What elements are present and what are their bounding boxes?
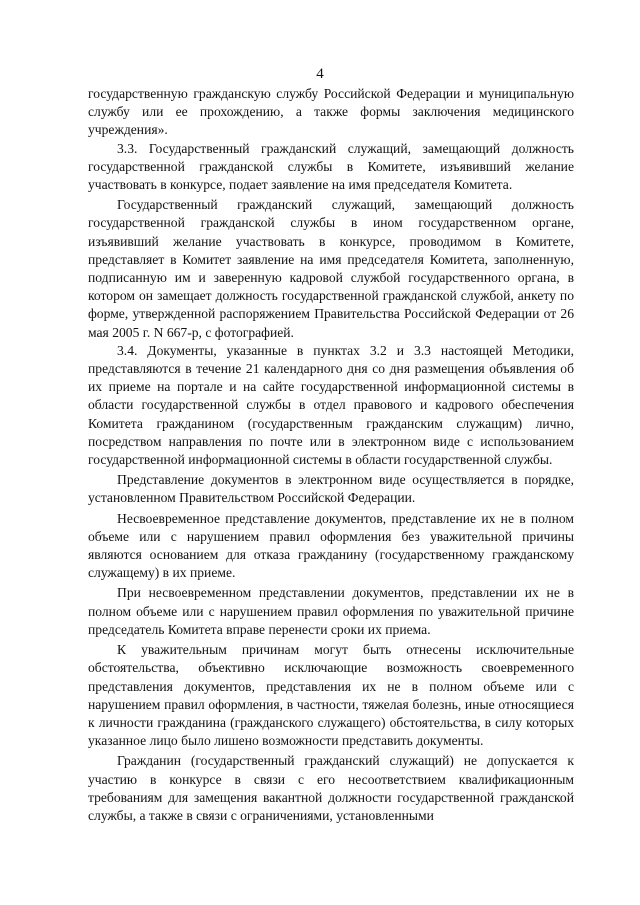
paragraph-electronic-submission: Представление документов в электронном виде осуществляется в порядке, установленном Правительством Российской Федерации. <box>88 472 574 506</box>
page-number: 4 <box>316 66 324 82</box>
paragraph-non-admission: Гражданин (государственный гражданский служащий) не допускается к участию в конкурсе в связи с его несоответствием квалификационным требованиям для замещения вакантной должности государственной гражданской службы, а также в связи с ограничениями, установленными <box>88 753 574 823</box>
paragraph-untimely-submission: Несвоевременное представление документов, представление их не в полном объеме или с нарушением правил оформления без уважительной причины являются основанием для отказа гражданину (государственному гражданскому служащему) в их приеме. <box>88 510 574 581</box>
paragraph-3-3: 3.3. Государственный гражданский служащий, замещающий должность государственной гражданской службы в Комитете, изъявивший желание участвовать в конкурсе, подает заявление на имя председателя Комитета. <box>88 140 574 193</box>
document-body <box>88 85 574 825</box>
paragraph-continuation: государственную гражданскую службу Российской Федерации и муниципальную службу или ее прохождению, а также формы заключения медицинского учреждения». <box>88 86 574 138</box>
paragraph-3-3-other-organ: Государственный гражданский служащий, замещающий должность государственной гражданской службы в ином государственном органе, изъявивший желание участвовать в конкурсе, проводимом в Комитете, представляет в Комитет заявление на имя председателя Комитета, заполненную, подписанную им и заверенную кадровой службой государственного органа, в котором он замещает должность государственной гражданской службой, анкету по форме, утвержденной распоряжением Правительства Российской Федерации от 26 мая 2005 г. N 667-р, с фотографией. <box>88 197 574 340</box>
paragraph-valid-reasons-list: К уважительным причинам могут быть отнесены исключительные обстоятельства, объективно исключающие возможность своевременного представления документов, представления их не в полном объеме или с нарушением правил оформления, в частности, тяжелая болезнь, иные относящиеся к личности гражданина (гражданского служащего) обстоятельства, в силу которых указанное лицо было лишено возможности представить документы. <box>88 642 574 749</box>
paragraph-3-4: 3.4. Документы, указанные в пунктах 3.2 и 3.3 настоящей Методики, представляются в течение 21 календарного дня со дня размещения объявления об их приеме на портале и на сайте государственной информационной системы в области государственной службы в отдел правового и кадрового обеспечения Комитета гражданином (государственным гражданским служащим) лично, посредством направления по почте или в электронном виде с использованием государственной информационной системы в области государственной службы. <box>88 342 574 468</box>
paragraph-valid-reason: При несвоевременном представлении документов, представлении их не в полном объеме или с нарушением правил оформления по уважительной причине председатель Комитета вправе перенести сроки их приема. <box>88 585 574 637</box>
